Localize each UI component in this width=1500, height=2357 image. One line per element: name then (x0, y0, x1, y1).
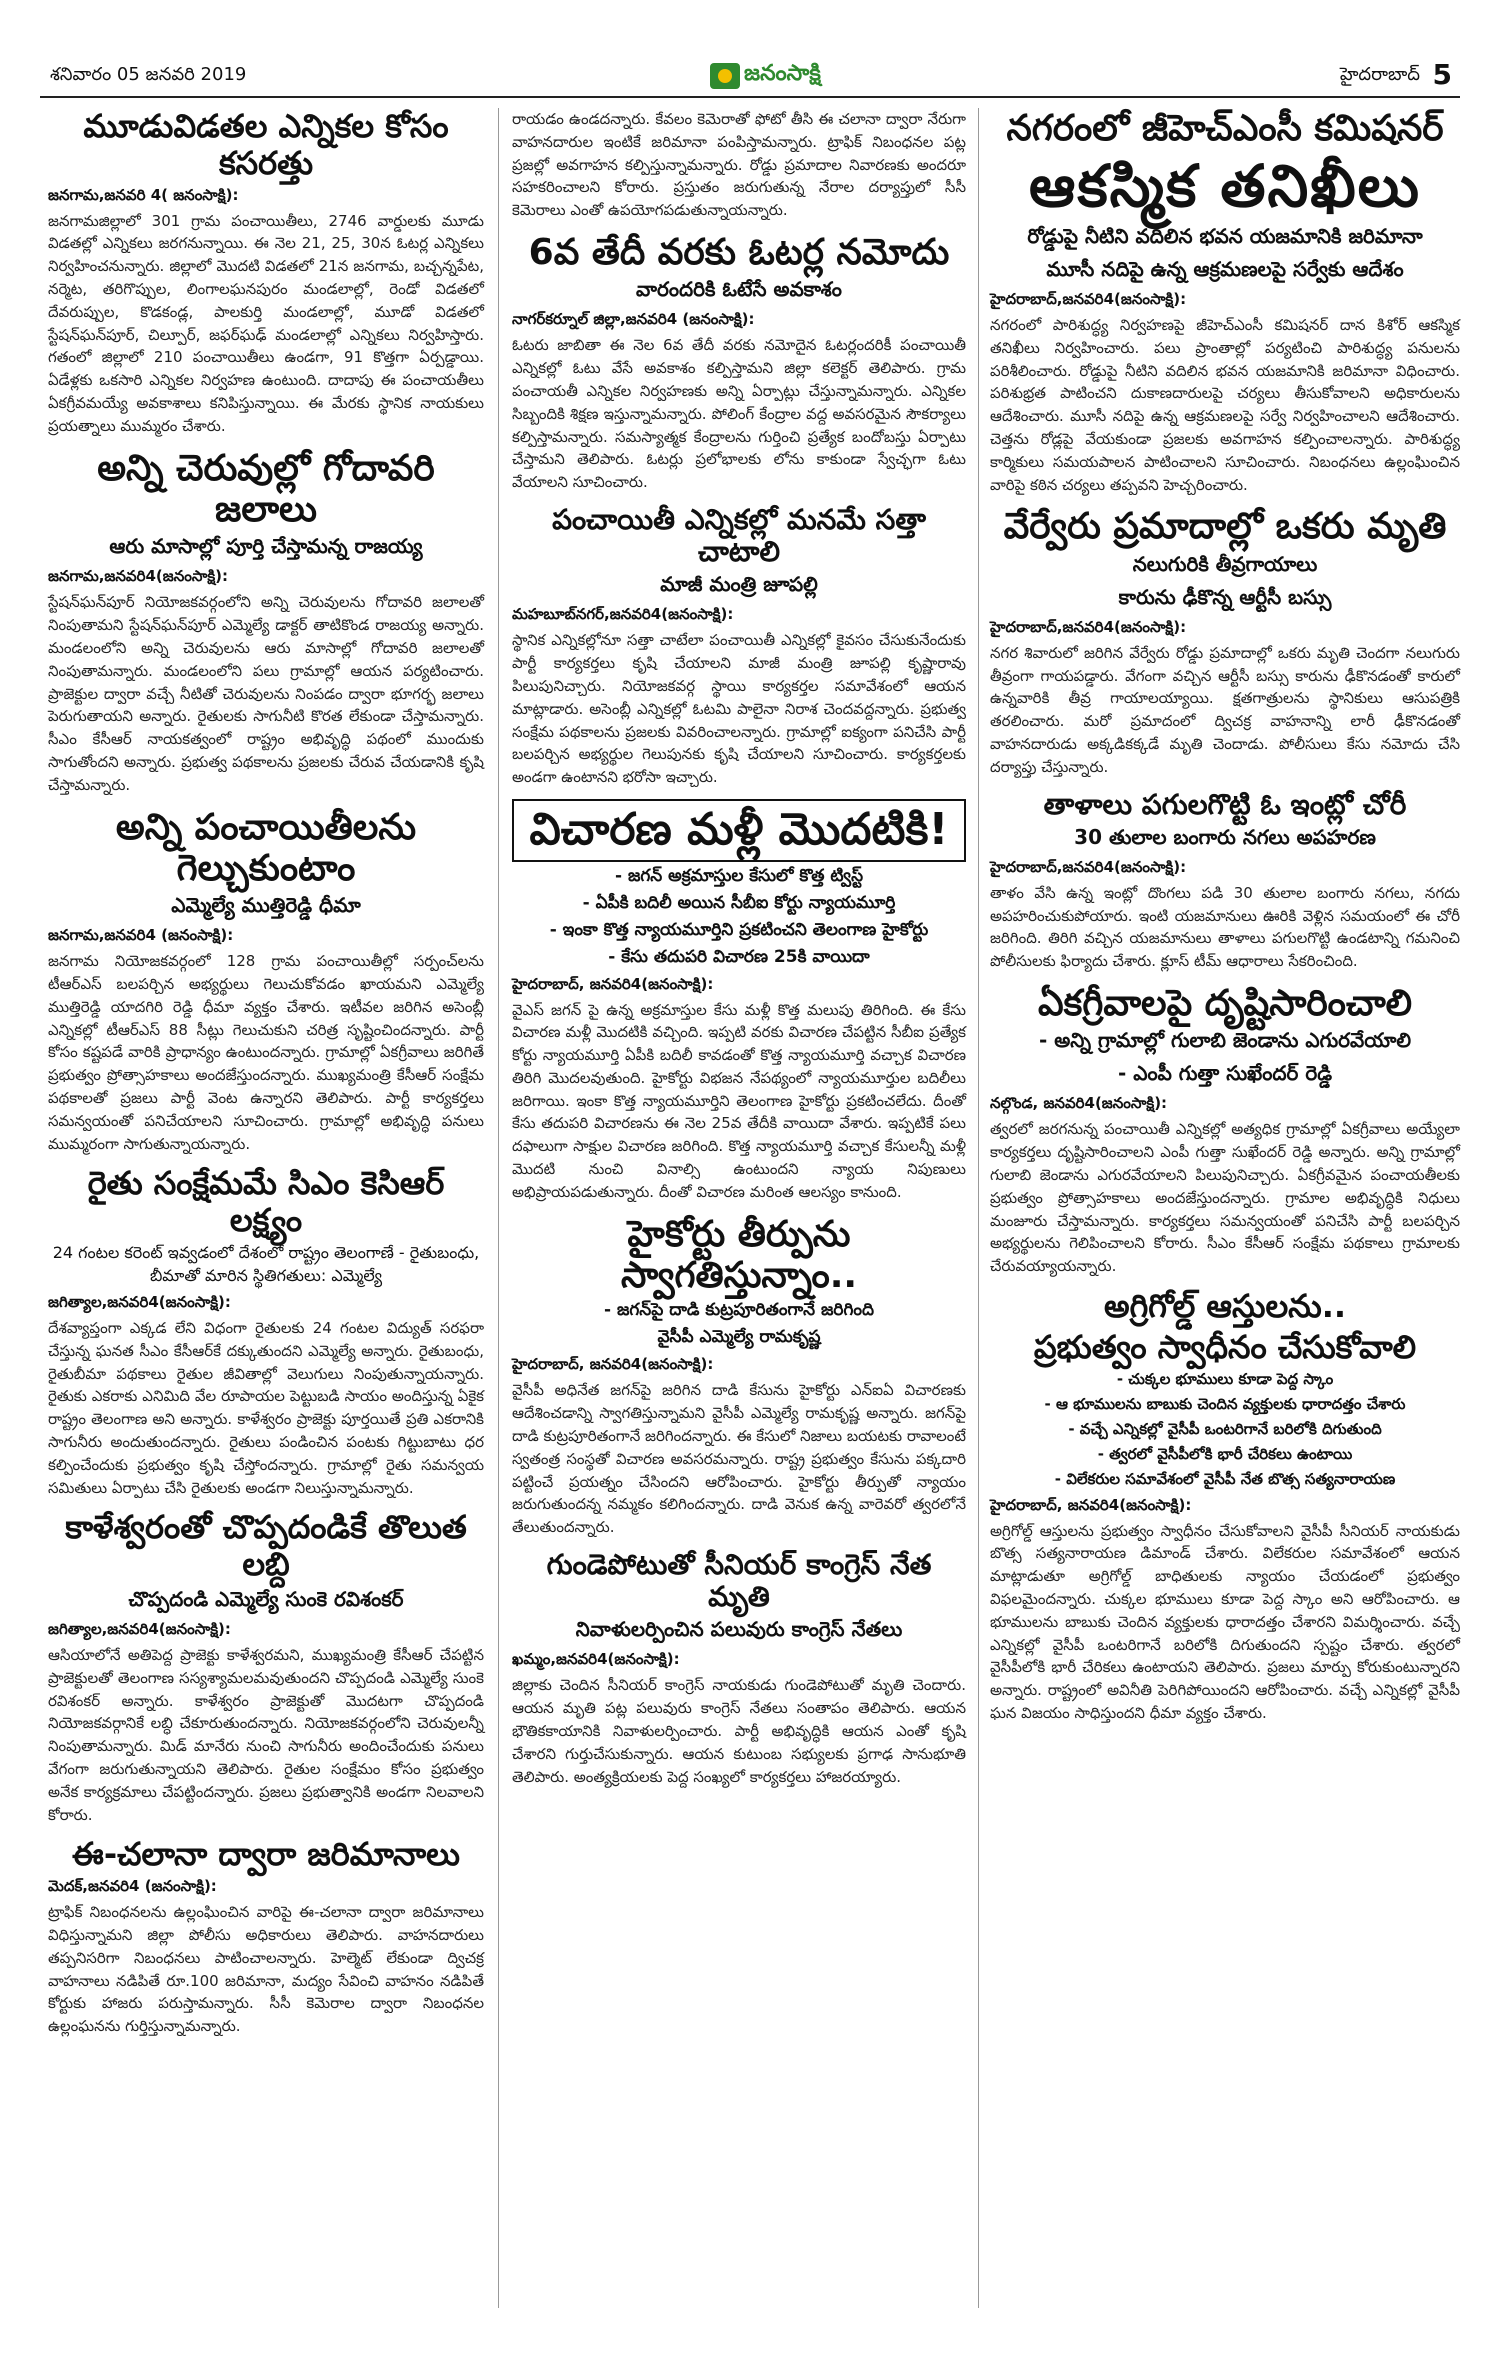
subheadline: ఎమ్మెల్యే ముత్తిరెడ్డి ధీమా (171, 893, 361, 918)
article-body: రాయడం ఉండదన్నారు. కేవలం కెమెరాతో ఫోటో తీసి ఈ చలానా ద్వారా నేరుగా వాహనదారుల ఇంటికే జరిమానా పంపిస్తామన్నారు. ట్రాఫిక్ నిబంధనల పట్ల ప్రజల్లో అవగాహన కల్పిస్తున్నామన్నారు. రోడ్డు ప్రమాదాల నివారణకు అందరూ సహకరించాలని కోరారు. ప్రస్తుతం జరుగుతున్న నేరాల దర్యాప్తులో సీసీ కెమెరాలు ఎంతో ఉపయోగపడుతున్నాయన్నారు. (512, 110, 966, 220)
dateline: హైదరాబాద్, జనవరి4(జనంసాక్షి): (512, 974, 714, 993)
subheadline: - వచ్చే ఎన్నికల్లో వైసీపీ ఒంటరిగానే బరిలోకి దిగుతుంది (1068, 1419, 1382, 1438)
headline: రైతు సంక్షేమమే సిఎం కెసిఆర్ లక్ష్యం (87, 1164, 445, 1240)
headline: గుండెపోటుతో సీనియర్ కాంగ్రెస్ నేత మృతి (546, 1548, 932, 1614)
headline: పంచాయితీ ఎన్నికల్లో మనమే సత్తా చాటాలి (552, 502, 926, 569)
article (48, 1165, 484, 1499)
column-1 (48, 108, 484, 2048)
subheadline: మాజీ మంత్రి జూపల్లి (660, 572, 818, 597)
logo-text: జనంసాక్షి (744, 61, 821, 86)
dateline: మహబూబ్‌నగర్,జనవరి4(జనంసాక్షి): (512, 605, 734, 624)
article-body: వైసీపీ అధినేత జగన్‌పై జరిగిన దాడి కేసును హైకోర్టు ఎన్ఐఏ విచారణకు ఆదేశించడాన్ని స్వాగతిస్తున్నామని వైసీపీ ఎమ్మెల్యే రామకృష్ణ అన్నారు. జగన్‌పై దాడి కుట్రపూరితంగానే జరిగిందన్నారు. ఈ కేసులో నిజాలు బయటకు రావాలంటే స్వతంత్ర సంస్థతో విచారణ అవసరమన్నారు. రాష్ట్ర ప్రభుత్వం కేసును పక్కదారి పట్టించే ప్రయత్నం చేసిందని ఆరోపించారు. హైకోర్టు తీర్పుతో న్యాయం జరుగుతుందన్న నమ్మకం కలిగిందన్నారు. దాడి వెనుక ఉన్న వారెవరో త్వరలోనే తేలుతుందన్నారు. (512, 1381, 966, 1537)
article-body: వైఎస్ జగన్ పై ఉన్న అక్రమాస్తుల కేసు మళ్లీ కొత్త మలుపు తిరిగింది. ఈ కేసు విచారణ మళ్లీ మొదటికి వచ్చింది. ఇప్పటి వరకు విచారణ చేపట్టిన సీబీఐ ప్రత్యేక కోర్టు న్యాయమూర్తి ఏపీకి బదిలీ కావడంతో కొత్త న్యాయమూర్తి వచ్చాక విచారణ తిరిగి మొదలవుతుంది. హైకోర్టు విభజన నేపథ్యంలో న్యాయమూర్తుల బదిలీలు జరిగాయి. ఇంకా కొత్త న్యాయమూర్తిని తెలంగాణ హైకోర్టు ప్రకటించలేదు. దీంతో కేసు తదుపరి విచారణను ఈ నెల 25వ తేదీకి వాయిదా వేశారు. ఇప్పటికే పలు దఫాలుగా సాక్షుల విచారణ జరిగింది. కొత్త న్యాయమూర్తి వచ్చాక కేసులన్నీ మళ్లీ మొదటి నుంచి వినాల్సి ఉంటుందని న్యాయ నిపుణులు అభిప్రాయపడుతున్నారు. దీంతో విచారణ మరింత ఆలస్యం కానుంది. (512, 1000, 966, 1201)
headline: ప్రభుత్వం స్వాధీనం చేసుకోవాలి (1033, 1327, 1417, 1366)
article (990, 1288, 1460, 1725)
article-body: నగరంలో పారిశుద్ధ్య నిర్వహణపై జీహెచ్ఎంసీ కమిషనర్ దాన కిశోర్ ఆకస్మిక తనిఖీలు నిర్వహించారు. పలు ప్రాంతాల్లో పర్యటించి పారిశుద్ధ్య పనులను పరిశీలించారు. రోడ్డుపై నీటిని వదిలిన భవన యజమానికి జరిమానా విధించారు. పరిశుభ్రత పాటించని దుకాణదారులపై చర్యలు తీసుకోవాలని అధికారులను ఆదేశించారు. మూసీ నదిపై ఉన్న ఆక్రమణలపై సర్వే నిర్వహించాలని ఆదేశించారు. చెత్తను రోడ్లపై వేయకుండా ప్రజలకు అవగాహన కల్పించాలన్నారు. పారిశుద్ధ్య కార్మికులు సమయపాలన పాటించాలని సూచించారు. నిబంధనలు ఉల్లంఘించిన వారిపై కఠిన చర్యలు తప్పవని హెచ్చరించారు. (990, 316, 1460, 494)
article-body: త్వరలో జరగనున్న పంచాయితీ ఎన్నికల్లో అత్యధిక గ్రామాల్లో ఏకగ్రీవాలు అయ్యేలా కార్యకర్తలు దృష్టిసారించాలని ఎంపీ గుత్తా సుఖేందర్ రెడ్డి అన్నారు. అన్ని గ్రామాల్లో గులాబి జెండాను ఎగురవేయాలని పిలుపునిచ్చారు. ఏకగ్రీవమైన పంచాయతీలకు ప్రభుత్వం ప్రోత్సాహకాలు అందజేస్తుందన్నారు. గ్రామాల అభివృద్ధికి నిధులు మంజూరు చేస్తామన్నారు. కార్యకర్తలు సమన్వయంతో పనిచేసి పార్టీ బలపర్చిన అభ్యర్థులను గెలిపించాలని కోరారు. సీఎం కేసీఆర్ సంక్షేమ పథకాలు గ్రామాలకు చేరువయ్యాయన్నారు. (990, 1120, 1460, 1276)
headline: అన్ని చెరువుల్లో గోదావరి జలాలు (97, 447, 435, 530)
article-body: స్థానిక ఎన్నికల్లోనూ సత్తా చాటేలా పంచాయితీ ఎన్నికల్లో కైవసం చేసుకునేందుకు పార్టీ కార్యకర్తలు కృషి చేయాలని మాజీ మంత్రి జూపల్లి కృష్ణారావు పిలుపునిచ్చారు. నియోజకవర్గ స్థాయి కార్యకర్తల సమావేశంలో ఆయన మాట్లాడారు. అసెంబ్లీ ఎన్నికల్లో ఓటమి పాలైనా నిరాశ చెందవద్దన్నారు. ప్రభుత్వ సంక్షేమ పథకాలను ప్రజలకు వివరించాలన్నారు. గ్రామాల్లో ఐక్యంగా పనిచేసి పార్టీ బలపర్చిన అభ్యర్థుల గెలుపునకు కృషి చేయాలని సూచించారు. కార్యకర్తలకు అండగా ఉంటానని భరోసా ఇచ్చారు. (512, 631, 966, 787)
subheadline-list (512, 1300, 966, 1351)
article (48, 448, 484, 797)
dateline: ఖమ్మం,జనవరి4(జనంసాక్షి): (512, 1650, 680, 1669)
edition-city: హైదరాబాద్ (1339, 64, 1420, 85)
headline: 6వ తేదీ వరకు ఓటర్ల నమోదు (528, 231, 950, 273)
subheadline: - జగన్‌పై దాడి కుట్రపూరితంగానే జరిగింది (603, 1300, 875, 1321)
article (512, 1214, 966, 1539)
article-body: నగర శివారులో జరిగిన వేర్వేరు రోడ్డు ప్రమాదాల్లో ఒకరు మృతి చెందగా నలుగురు తీవ్రంగా గాయపడ్డారు. వేగంగా వచ్చిన ఆర్టీసీ బస్సు కారును ఢీకొనడంతో కారులో ఉన్నవారికి తీవ్ర గాయాలయ్యాయి. క్షతగాత్రులను స్థానికులు ఆసుపత్రికి తరలించారు. మరో ప్రమాదంలో ద్విచక్ర వాహనాన్ని లారీ ఢీకొనడంతో వాహనదారుడు అక్కడికక్కడే మృతి చెందాడు. పోలీసులు కేసు నమోదు చేసి దర్యాప్తు చేస్తున్నారు. (990, 643, 1460, 776)
dateline: జనగామ,జనవరి4 (జనంసాక్షి): (48, 926, 234, 945)
article-body: ఓటరు జాబితా ఈ నెల 6వ తేదీ వరకు నమోదైన ఓటర్లందరికీ పంచాయితీ ఎన్నికల్లో ఓటు వేసే అవకాశం కల్పిస్తామని జిల్లా కలెక్టర్ తెలిపారు. గ్రామ పంచాయతీ ఎన్నికల నిర్వహణకు అన్ని ఏర్పాట్లు చేస్తున్నామన్నారు. ఎన్నికల సిబ్బందికి శిక్షణ ఇస్తున్నామన్నారు. పోలింగ్ కేంద్రాల వద్ద అవసరమైన సౌకర్యాలు కల్పిస్తామన్నారు. సమస్యాత్మక కేంద్రాలను గుర్తించి ప్రత్యేక బందోబస్తు ఏర్పాటు చేస్తామని తెలిపారు. ఓటర్లు ప్రలోభాలకు లోను కాకుండా స్వేచ్ఛగా ఓటు వేయాలని సూచించారు. (512, 336, 966, 492)
subheadline: - చుక్కల భూములు కూడా పెద్ద స్కాం (1116, 1369, 1334, 1388)
headline: వేర్వేరు ప్రమాదాల్లో ఒకరు మృతి (1003, 506, 1447, 548)
dateline: జగిత్యాల,జనవరి4(జనంసాక్షి): (48, 1293, 231, 1312)
subheadline: కారును ఢీకొన్న ఆర్టీసీ బస్సు (1118, 584, 1332, 609)
headline: ఆకస్మిక తనిఖీలు (1029, 152, 1421, 221)
headline: కాళేశ్వరంతో చొప్పదండికే తొలుత లబ్ది (65, 1508, 467, 1584)
dateline: నల్గొండ, జనవరి4(జనంసాక్షి): (990, 1094, 1168, 1113)
article (48, 1836, 484, 2038)
subheadline: - విలేకరుల సమావేశంలో వైసీపీ నేత బొత్స సత్యనారాయణ (1054, 1469, 1396, 1488)
dateline: జగిత్యాల,జనవరి4(జనంసాక్షి): (48, 1620, 231, 1639)
article (512, 232, 966, 494)
column-2 (512, 108, 966, 1798)
subheadline-list (990, 1370, 1460, 1492)
article-body: దేశవ్యాప్తంగా ఎక్కడ లేని విధంగా రైతులకు 24 గంటల విద్యుత్ సరఫరా చేస్తున్న ఘనత సీఎం కేసీఆర్‌కే దక్కుతుందని ఎమ్మెల్యే అన్నారు. రైతుబంధు, రైతుబీమా పథకాలు రైతుల జీవితాల్లో వెలుగులు నింపుతున్నాయన్నారు. రైతుకు ఎకరాకు ఎనిమిది వేల రూపాయల పెట్టుబడి సాయం అందిస్తున్న ఏకైక రాష్ట్రం తెలంగాణ అని అన్నారు. కాళేశ్వరం ప్రాజెక్టు పూర్తయితే ప్రతి ఎకరానికి సాగునీరు అందుతుందన్నారు. రైతులు పండించిన పంటకు గిట్టుబాటు ధర కల్పించేందుకు ప్రభుత్వం కృషి చేస్తోందన్నారు. గ్రామాల్లో రైతు సమన్వయ సమితులు ఏర్పాటు చేసి రైతులకు అండగా నిలుస్తున్నామన్నారు. (48, 1319, 484, 1497)
article (990, 108, 1460, 496)
headline: విచారణ మళ్లీ మొదటికి! (512, 799, 966, 862)
article (512, 1549, 966, 1788)
article-body: స్టేషన్‌ఘన్‌పూర్ నియోజకవర్గంలోని అన్ని చెరువులను గోదావరి జలాలతో నింపుతామని స్టేషన్‌ఘన్‌పూర్ ఎమ్మెల్యే డాక్టర్ తాటికొండ రాజయ్య అన్నారు. మండలంలోని అన్ని చెరువులను ఆరు మాసాల్లో గోదావరి జలాలతో నింపుతామన్నారు. మండలంలోని పలు గ్రామాల్లో ఆయన పర్యటించారు. ప్రాజెక్టుల ద్వారా వచ్చే నీటితో చెరువులను నింపడం ద్వారా భూగర్భ జలాలు పెరుగుతాయని అన్నారు. రైతులకు సాగునీటి కొరత లేకుండా చేస్తామన్నారు. సీఎం కేసీఆర్ నాయకత్వంలో రాష్ట్రం అభివృద్ధి పథంలో ముందుకు సాగుతోందని అన్నారు. ప్రభుత్వ పథకాలను ప్రజలకు చేరువ చేయడానికి కృషి చేస్తామన్నారు. (48, 593, 484, 794)
article (48, 1509, 484, 1826)
article-body: ఆసియాలోనే అతిపెద్ద ప్రాజెక్టు కాళేశ్వరమని, ముఖ్యమంత్రి కేసీఆర్ చేపట్టిన ప్రాజెక్టులతో తెలంగాణ సస్యశ్యామలమవుతుందని చొప్పదండి ఎమ్మెల్యే సుంకె రవిశంకర్ అన్నారు. కాళేశ్వరం ప్రాజెక్టుతో మొదటగా చొప్పదండి నియోజకవర్గానికే లబ్ధి చేకూరుతుందన్నారు. నియోజకవర్గంలోని చెరువులన్నీ నింపుతామన్నారు. మిడ్ మానేరు నుంచి సాగునీరు అందించేందుకు పనులు వేగంగా జరుగుతున్నాయని తెలిపారు. రైతుల సంక్షేమం కోసం ప్రభుత్వం అనేక కార్యక్రమాలు చేపట్టిందన్నారు. ప్రజలు ప్రభుత్వానికి అండగా నిలవాలని కోరారు. (48, 1646, 484, 1824)
subheadline: - అన్ని గ్రామాల్లో గులాబి జెండాను ఎగురవేయాలి (1038, 1028, 1412, 1053)
article (512, 108, 966, 222)
subheadline: - కేసు తదుపరి విచారణ 25కి వాయిదా (608, 946, 870, 967)
headline: మూడువిడతల ఎన్నికల కోసం కసరత్తు (83, 107, 449, 182)
kicker: నగరంలో జీహెచ్ఎంసీ కమిషనర్ (1006, 108, 1444, 149)
subheadline: - త్వరలో వైసీపీలోకి భారీ చేరికలు ఉంటాయి (1097, 1444, 1353, 1463)
article-body: అగ్రిగోల్డ్ ఆస్తులను ప్రభుత్వం స్వాధీనం చేసుకోవాలని వైసీపీ సీనియర్ నాయకుడు బొత్స సత్యనారాయణ డిమాండ్ చేశారు. విలేకరుల సమావేశంలో ఆయన మాట్లాడుతూ అగ్రిగోల్డ్ బాధితులకు న్యాయం చేయడంలో ప్రభుత్వం విఫలమైందన్నారు. చుక్కల భూములు కూడా పెద్ద స్కాం అని ఆరోపించారు. ఆ భూములను బాబుకు చెందిన వ్యక్తులకు ధారాదత్తం చేశారని విమర్శించారు. వచ్చే ఎన్నికల్లో వైసీపీ ఒంటరిగానే బరిలోకి దిగుతుందని స్పష్టం చేశారు. త్వరలో వైసీపీలోకి భారీ చేరికలు ఉంటాయని తెలిపారు. ప్రజలు మార్పు కోరుకుంటున్నారని అన్నారు. రాష్ట్రంలో అవినీతి పెరిగిపోయిందని ఆరోపించారు. వచ్చే ఎన్నికల్లో వైసీపీ ఘన విజయం సాధిస్తుందని ధీమా వ్యక్తం చేశారు. (990, 1521, 1460, 1722)
dateline: హైదరాబాద్,జనవరి4(జనంసాక్షి): (990, 857, 1187, 876)
article (512, 799, 966, 1204)
article (48, 108, 484, 438)
subheadline-list (512, 866, 966, 971)
subheadline: వారందరికి ఓటేసే అవకాశం (636, 277, 842, 302)
dateline: హైదరాబాద్,జనవరి4(జనంసాక్షి): (990, 617, 1187, 636)
subheadline: నలుగురికి తీవ్రగాయాలు (1132, 551, 1318, 576)
dateline: హైదరాబాద్,జనవరి4(జనంసాక్షి): (990, 290, 1187, 309)
dateline: మెదక్,జనవరి4 (జనంసాక్షి): (48, 1877, 217, 1896)
subheadline: నివాళులర్పించిన పలువురు కాంగ్రెస్ నేతలు (575, 1617, 903, 1642)
column-divider (978, 108, 979, 2308)
column-divider (498, 108, 499, 2308)
dateline: హైదరాబాద్, జనవరి4(జనంసాక్షి): (990, 1495, 1192, 1514)
subheadline: 24 గంటల కరెంట్ ఇవ్వడంలో దేశంలో రాష్ట్రం తెలంగాణే - రైతుబంధు, బీమాతో మారిన స్థితిగతులు: ఎమ్మెల్యే (52, 1243, 480, 1286)
dateline: హైదరాబాద్, జనవరి4(జనంసాక్షి): (512, 1355, 714, 1374)
article (990, 789, 1460, 973)
subheadline: ఆరు మాసాల్లో పూర్తి చేస్తామన్న రాజయ్య (109, 534, 423, 559)
masthead-logo (710, 60, 821, 92)
dateline: జనగామ,జనవరి4(జనంసాక్షి): (48, 567, 229, 586)
page-number: 5 (1432, 58, 1452, 91)
subheadline: - ఇంకా కొత్త న్యాయమూర్తిని ప్రకటించని తెలంగాణ హైకోర్టు (549, 919, 929, 940)
headline: ఈ-చలానా ద్వారా జరిమానాలు (72, 1835, 460, 1874)
column-3 (990, 108, 1460, 1735)
article-body: జనగామ నియోజకవర్గంలో 128 గ్రామ పంచాయితీల్లో సర్పంచ్‌లను టీఆర్ఎస్ బలపర్చిన అభ్యర్థులు గెలుచుకోవడం ఖాయమని ఎమ్మెల్యే ముత్తిరెడ్డి యాదగిరి రెడ్డి ధీమా వ్యక్తం చేశారు. ఇటీవల జరిగిన అసెంబ్లీ ఎన్నికల్లో టీఆర్ఎస్ 88 సీట్లు గెలుచుకుని చరిత్ర సృష్టించిందన్నారు. పార్టీ కోసం కష్టపడే వారికి ప్రాధాన్యం ఉంటుందన్నారు. గ్రామాల్లో ఏకగ్రీవాలు జరిగితే ప్రభుత్వం ప్రోత్సాహకాలు అందజేస్తుందన్నారు. ముఖ్యమంత్రి కేసీఆర్ సంక్షేమ పథకాలతో ప్రజలు పార్టీ వెంట ఉన్నారని తెలిపారు. పార్టీ కార్యకర్తలు సమన్వయంతో పనిచేయాలని సూచించారు. గ్రామాల్లో అభివృద్ధి పనులు ముమ్మరంగా సాగుతున్నాయన్నారు. (48, 952, 484, 1153)
dateline: నాగర్‌కర్నూల్ జిల్లా,జనవరి4 (జనంసాక్షి): (512, 310, 755, 329)
subheadline: వైసీపీ ఎమ్మెల్యే రామకృష్ణ (657, 1327, 821, 1348)
headline: అన్ని పంచాయితీలను గెల్చుకుంటాం (115, 806, 417, 889)
article-body: జనగామజిల్లాలో 301 గ్రామ పంచాయితీలు, 2746 వార్డులకు మూడు విడతల్లో ఎన్నికలు జరగనున్నాయి. ఈ నెల 21, 25, 30న ఓటర్ల ఎన్నికలు నిర్వహించనున్నారు. జిల్లాలో మొదటి విడతలో 21న జనగామ, బచ్చన్నపేట, నర్మెట, తరిగొప్పుల, లింగాలఘనపురం మండలాల్లో, రెండో విడతలో దేవరుప్పుల, కొడకండ్ల, పాలకుర్తి మండలాల్లో, మూడో విడతలో స్టేషన్‌ఘన్‌పూర్, చిల్పూర్, జఫర్‌ఘఢ్ మండలాల్లో ఎన్నికలు నిర్వహిస్తారు. గతంలో జిల్లాలో 210 పంచాయితీలు ఉండగా, 91 కొత్తగా ఏర్పడ్డాయి. ఏడేళ్లకు ఒకసారి ఎన్నికల నిర్వహణ ఉంటుంది. దాదాపు ఈ పంచాయతీలు ఏకగ్రీవమయ్యే అవకాశాలు కనిపిస్తున్నాయి. ఈ మేరకు స్థానిక నాయకులు ప్రయత్నాలు ముమ్మరం చేశారు. (48, 211, 484, 435)
dateline: జనగామ,జనవరి 4( జనంసాక్షి): (48, 185, 239, 204)
article-body: ట్రాఫిక్ నిబంధనలను ఉల్లంఘించిన వారిపై ఈ-చలానా ద్వారా జరిమానాలు విధిస్తున్నామని జిల్లా పోలీసు అధికారులు తెలిపారు. వాహనదారులు తప్పనిసరిగా నిబంధనలు పాటించాలన్నారు. హెల్మెట్ లేకుండా ద్విచక్ర వాహనాలు నడిపితే రూ.100 జరిమానా, మద్యం సేవించి వాహనం నడిపితే కోర్టుకు హాజరు పరుస్తామన్నారు. సీసీ కెమెరాల ద్వారా నిబంధనల ఉల్లంఘనను గుర్తిస్తున్నామన్నారు. (48, 1903, 484, 2036)
article-body: జిల్లాకు చెందిన సీనియర్ కాంగ్రెస్ నాయకుడు గుండెపోటుతో మృతి చెందారు. ఆయన మృతి పట్ల పలువురు కాంగ్రెస్ నేతలు సంతాపం తెలిపారు. ఆయన భౌతికకాయానికి నివాళులర్పించారు. పార్టీ అభివృద్ధికి ఆయన ఎంతో కృషి చేశారని గుర్తుచేసుకున్నారు. ఆయన కుటుంబ సభ్యులకు ప్రగాఢ సానుభూతి తెలిపారు. అంత్యక్రియలకు పెద్ద సంఖ్యలో కార్యకర్తలు హాజరయ్యారు. (512, 1676, 966, 1786)
subheadline: - ఏపీకి బదిలీ అయిన సీబీఐ కోర్టు న్యాయమూర్తి (582, 892, 896, 913)
article (48, 807, 484, 1156)
issue-date: శనివారం 05 జనవరి 2019 (50, 64, 247, 85)
article (990, 506, 1460, 778)
subheadline: - ఎంపీ గుత్తా సుఖేందర్ రెడ్డి (1117, 1061, 1332, 1086)
subheadline: మూసీ నదిపై ఉన్న ఆక్రమణలపై సర్వేకు ఆదేశం (1046, 257, 1404, 282)
logo-icon (710, 63, 740, 89)
subheadline: రోడ్డుపై నీటిని వదిలిన భవన యజమానికి జరిమానా (1027, 224, 1423, 249)
headline: తాళాలు పగులగొట్టి ఓ ఇంట్లో చోరీ (1043, 787, 1407, 821)
subheadline: చొప్పదండి ఎమ్మెల్యే సుంకె రవిశంకర్ (128, 1587, 404, 1612)
headline: ఏకగ్రీవాలపై దృష్టిసారించాలి (1037, 983, 1413, 1024)
page-header (40, 60, 1460, 98)
article-body: తాళం వేసి ఉన్న ఇంట్లో దొంగలు పడి 30 తులాల బంగారు నగలు, నగదు అపహరించుకుపోయారు. ఇంటి యజమానులు ఊరికి వెళ్లిన సమయంలో ఈ చోరీ జరిగింది. తిరిగి వచ్చిన యజమానులు తాళాలు పగులగొట్టి ఉండటాన్ని గమనించి పోలీసులకు ఫిర్యాదు చేశారు. క్లూస్ టీమ్ ఆధారాలు సేకరించింది. (990, 883, 1460, 971)
article (990, 983, 1460, 1278)
headline: హైకోర్టు తీర్పును స్వాగతిస్తున్నాం.. (620, 1213, 858, 1297)
subheadline: - ఆ భూములను బాబుకు చెందిన వ్యక్తులకు ధారాదత్తం చేశారు (1044, 1394, 1406, 1413)
headline: అగ్రిగోల్డ్ ఆస్తులను.. (1103, 1286, 1347, 1325)
subheadline: 30 తులాల బంగారు నగలు అపహరణ (1074, 824, 1376, 849)
subheadline: - జగన్ అక్రమాస్తుల కేసులో కొత్త ట్విస్ట్ (614, 865, 864, 886)
article (512, 504, 966, 789)
